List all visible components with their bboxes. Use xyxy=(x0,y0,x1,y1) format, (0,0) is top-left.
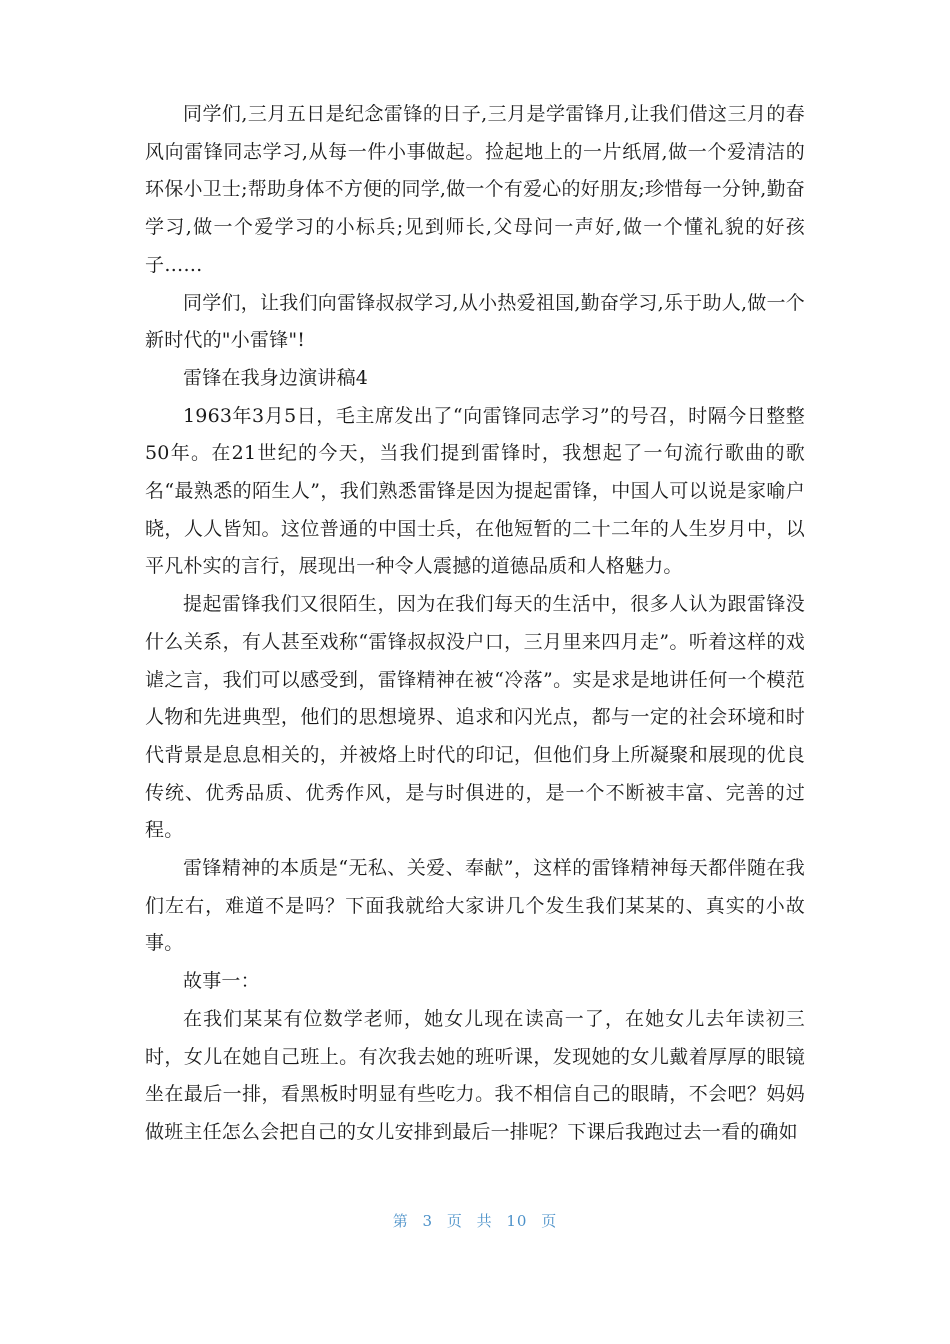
paragraph-essence: 雷锋精神的本质是“无私、关爱、奉献”，这样的雷锋精神每天都伴随在我们左右，难道不是吗？下面我就给大家讲几个发生我们某某的、真实的小故事。 xyxy=(145,857,805,955)
page-number-footer: 第 3 页 共 10 页 xyxy=(392,1212,558,1230)
document-body xyxy=(145,96,805,1152)
section-heading: 雷锋在我身边演讲稿4 xyxy=(183,366,369,389)
story-heading: 故事一： xyxy=(183,970,260,993)
paragraph-story-one: 在我们某某有位数学老师，她女儿现在读高一了，在她女儿去年读初三时，女儿在她自己班上。有次我去她的班听课，发现她的女儿戴着厚厚的眼镜坐在最后一排，看黑板时明显有些吃力。我不相信自己的眼睛，不会吧？妈妈做班主任怎么会把自己的女儿安排到最后一排呢？下课后我跑过去一看的确如 xyxy=(145,1007,805,1143)
paragraph-call-to-action: 同学们，让我们向雷锋叔叔学习,从小热爱祖国,勤奋学习,乐于助人,做一个新时代的"小雷锋"! xyxy=(145,291,805,352)
paragraph-intro: 同学们,三月五日是纪念雷锋的日子,三月是学雷锋月,让我们借这三月的春风向雷锋同志学习,从每一件小事做起。捡起地上的一片纸屑,做一个爱清洁的环保小卫士;帮助身体不方便的同学,做一个有爱心的好朋友;珍惜每一分钟,勤奋学习,做一个爱学习的小标兵;见到师长,父母问一声好,做一个懂礼貌的好孩子…… xyxy=(145,103,805,276)
paragraph-unfamiliar: 提起雷锋我们又很陌生，因为在我们每天的生活中，很多人认为跟雷锋没什么关系，有人甚至戏称“雷锋叔叔没户口，三月里来四月走”。听着这样的戏谑之言，我们可以感受到，雷锋精神在被“冷落”。实是求是地讲任何一个模范人物和先进典型，他们的思想境界、追求和闪光点，都与一定的社会环境和时代背景是息息相关的，并被烙上时代的印记，但他们身上所凝聚和展现的优良传统、优秀品质、优秀作风，是与时俱进的，是一个不断被丰富、完善的过程。 xyxy=(145,593,805,842)
paragraph-history: 1963年3月5日，毛主席发出了“向雷锋同志学习”的号召，时隔今日整整50年。在21世纪的今天，当我们提到雷锋时，我想起了一句流行歌曲的歌名“最熟悉的陌生人”，我们熟悉雷锋是因为提起雷锋，中国人可以说是家喻户晓，人人皆知。这位普通的中国士兵，在他短暂的二十二年的人生岁月中，以平凡朴实的言行，展现出一种令人震撼的道德品质和人格魅力。 xyxy=(145,404,805,578)
